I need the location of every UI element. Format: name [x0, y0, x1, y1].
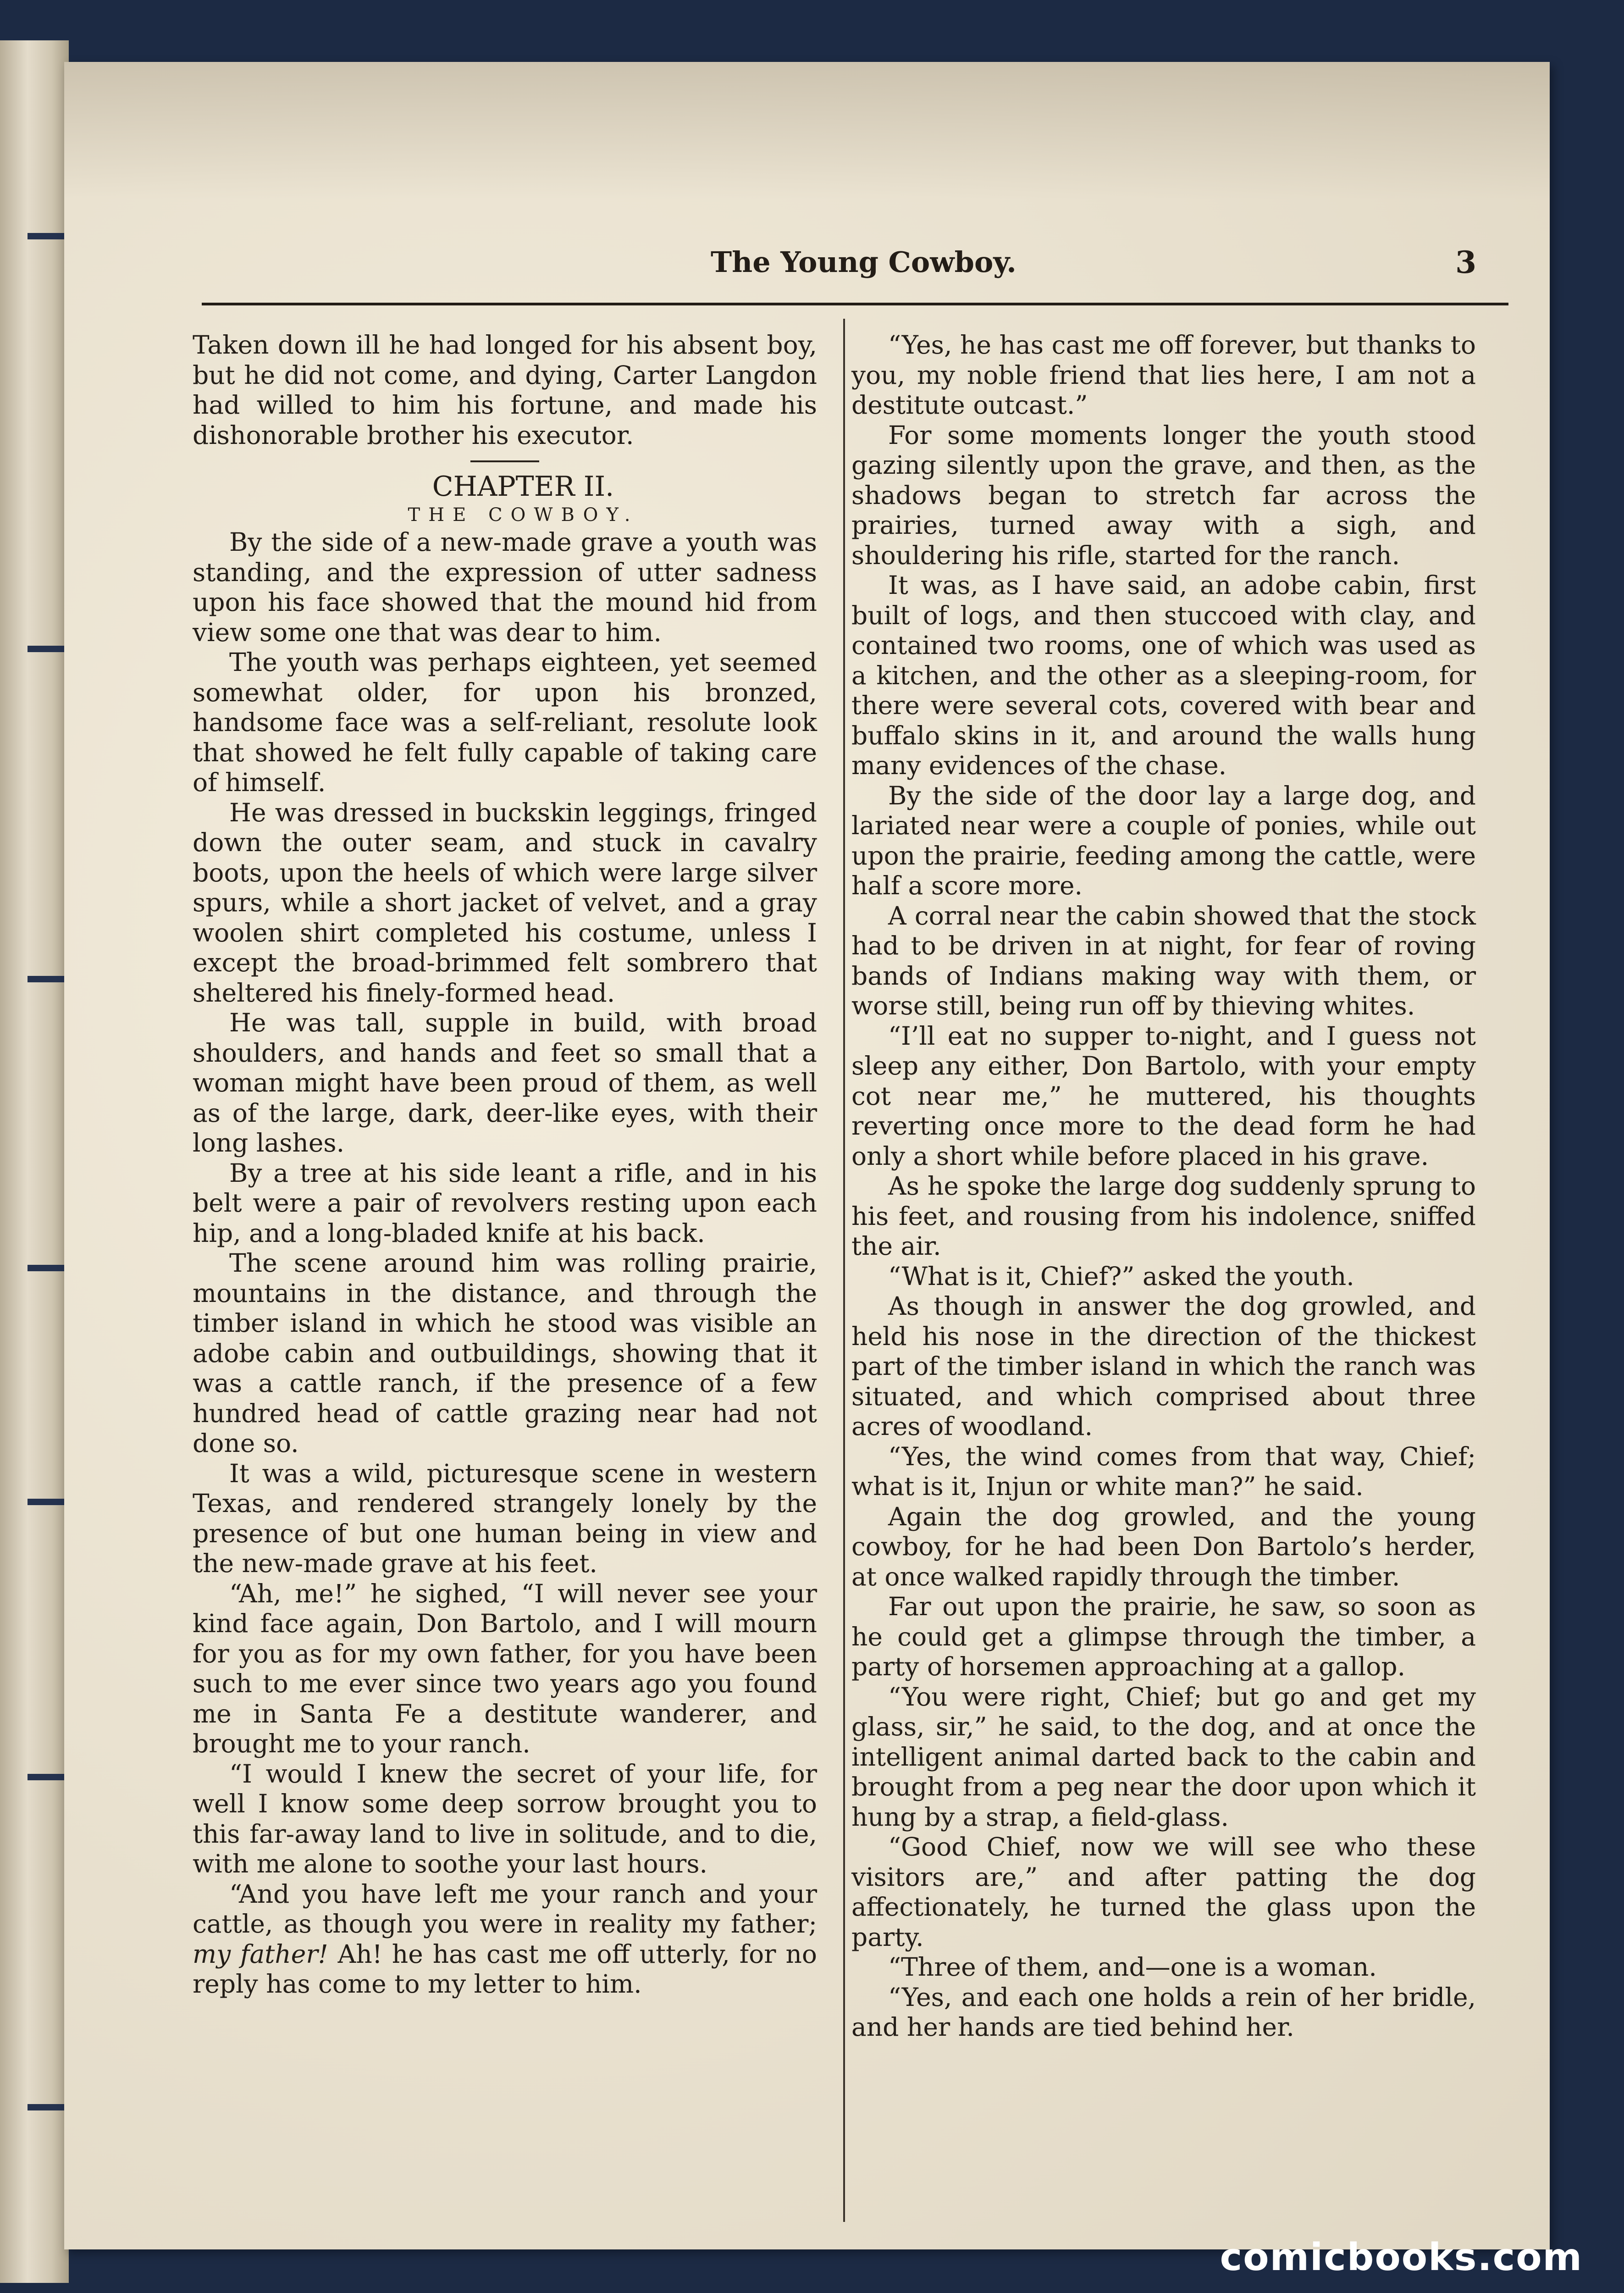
paragraph: A corral near the cabin showed that the stock had to be driven in at night, for fear of roving bands of Indians making way with them, or worse still, being run off by thieving whites. [851, 901, 1476, 1020]
paragraph: Taken down ill he had longed for his absent boy, but he did not come, and dying, Carter Langdon had willed to him his fortune, and made his dishonorable brother his executor. [193, 330, 817, 450]
paragraph: Far out upon the prairie, he saw, so soon as he could get a glimpse through the timber, a party of horsemen approaching at a gallop. [851, 1592, 1476, 1681]
binding-stitch [28, 2104, 69, 2110]
paragraph: It was a wild, picturesque scene in western Texas, and rendered strangely lonely by the presence of but one human being in view and the new-made grave at his feet. [193, 1458, 817, 1578]
binding-stitch [28, 1499, 69, 1505]
section-rule [470, 460, 539, 462]
paragraph: “Yes, and each one holds a rein of her bridle, and her hands are tied behind her. [851, 1982, 1476, 2042]
paragraph: “Ah, me!” he sighed, “I will never see your kind face again, Don Bartolo, and I will mourn for you as for my own father, for you have been such to me ever since two years ago you found me in Santa Fe a destitute wanderer, and brought me to your ranch. [193, 1579, 817, 1758]
paragraph: “What is it, Chief?” asked the youth. [888, 1261, 1354, 1291]
right-column [851, 330, 1476, 2043]
site-watermark: comicbooks.com [1220, 2236, 1583, 2279]
paragraph: As he spoke the large dog suddenly sprung to his feet, and rousing from his indolence, sniffed the air. [851, 1171, 1476, 1261]
left-column [193, 330, 817, 1999]
binding-stitch [28, 1774, 69, 1780]
paragraph: He was dressed in buckskin leggings, fringed down the outer seam, and stuck in cavalry boots, upon the heels of which were large silver spurs, while a short jacket of velvet, and a gray woolen shirt completed his costume, unless I except the broad-brimmed felt sombrero that sheltered his finely-formed head. [193, 798, 817, 1008]
paragraph: “Yes, the wind comes from that way, Chief; what is it, Injun or white man?” he said. [851, 1441, 1476, 1501]
chapter-heading: CHAPTER II. [432, 471, 614, 503]
running-title: The Young Cowboy. [711, 245, 1016, 279]
paragraph: “Good Chief, now we will see who these visitors are,” and after patting the dog affectionately, he turned the glass upon the party. [851, 1832, 1476, 1952]
binding-stitch [28, 233, 69, 239]
paragraph: The scene around him was rolling prairie, mountains in the distance, and through the timber island in which he stood was visible an adobe cabin and outbuildings, showing that it was a cattle ranch, if the presence of a few hundred head of cattle grazing near had not done so. [193, 1248, 817, 1458]
paragraph: “Three of them, and—one is a woman. [888, 1952, 1377, 1982]
paragraph: By the side of a new-made grave a youth was standing, and the expression of utter sadness upon his face showed that the mound hid from view some one that was dear to him. [193, 527, 817, 647]
paragraph [193, 1879, 817, 1999]
page-number: 3 [1455, 244, 1476, 280]
column-divider [843, 319, 845, 2222]
page-shading [64, 62, 1550, 199]
paragraph: As though in answer the dog growled, and held his nose in the direction of the thickest part of the timber island in which the ranch was situated, and which comprised about three acres of woodland. [851, 1291, 1476, 1441]
paragraph: Again the dog growled, and the young cowboy, for he had been Don Bartolo’s herder, at once walked rapidly through the timber. [851, 1501, 1476, 1591]
binding-edge [0, 40, 69, 2283]
paragraph: It was, as I have said, an adobe cabin, first built of logs, and then stuccoed with clay, and contained two rooms, one of which was used as a kitchen, and the other as a sleeping-room, for there were several cots, covered with bear and buffalo skins in it, and around the walls hung many evidences of the chase. [851, 570, 1476, 780]
paragraph: By a tree at his side leant a rifle, and in his belt were a pair of revolvers resting upon each hip, and a long-bladed knife at his back. [193, 1158, 817, 1248]
header-rule [202, 303, 1508, 305]
paragraph: The youth was perhaps eighteen, yet seemed somewhat older, for upon his bronzed, handsome face was a self-reliant, resolute look that showed he felt fully capable of taking care of himself. [193, 648, 817, 797]
chapter-subtitle: THE COWBOY. [408, 504, 639, 526]
book-page [64, 62, 1550, 2249]
text-run: “And you have left me your ranch and your cattle, as though you were in reality my father; [193, 1879, 817, 1939]
text-run: Ah! he has cast me off utterly, for no reply has come to my letter to him. [193, 1939, 817, 1999]
paragraph: “I’ll eat no supper to-night, and I guess not sleep any either, Don Bartolo, with your empty cot near me,” he muttered, his thoughts reverting once more to the dead form he had only a short while before placed in his grave. [851, 1021, 1476, 1171]
running-head [202, 245, 1513, 296]
paragraph: “Yes, he has cast me off forever, but thanks to you, my noble friend that lies here, I am not a destitute outcast.” [851, 330, 1476, 420]
paragraph: “You were right, Chief; but go and get my glass, sir,” he said, to the dog, and at once the intelligent animal darted back to the cabin and brought from a peg near the door upon which it hung by a strap, a field-glass. [851, 1682, 1476, 1832]
paragraph: He was tall, supple in build, with broad shoulders, and hands and feet so small that a woman might have been proud of them, as well as of the large, dark, deer-like eyes, with their long lashes. [193, 1008, 817, 1158]
paragraph: “I would I knew the secret of your life, for well I know some deep sorrow brought you to this far-away land to live in solitude, and to die, with me alone to soothe your last hours. [193, 1759, 817, 1878]
binding-stitch [28, 1265, 69, 1271]
binding-stitch [28, 646, 69, 652]
binding-stitch [28, 976, 69, 982]
emphasis-text: my father! [193, 1939, 328, 1969]
paragraph: For some moments longer the youth stood gazing silently upon the grave, and then, as the shadows began to stretch far across the prairies, turned away with a sigh, and shouldering his rifle, started for the ranch. [851, 420, 1476, 570]
paragraph: By the side of the door lay a large dog, and lariated near were a couple of ponies, while out upon the prairie, feeding among the cattle, were half a score more. [851, 781, 1476, 900]
